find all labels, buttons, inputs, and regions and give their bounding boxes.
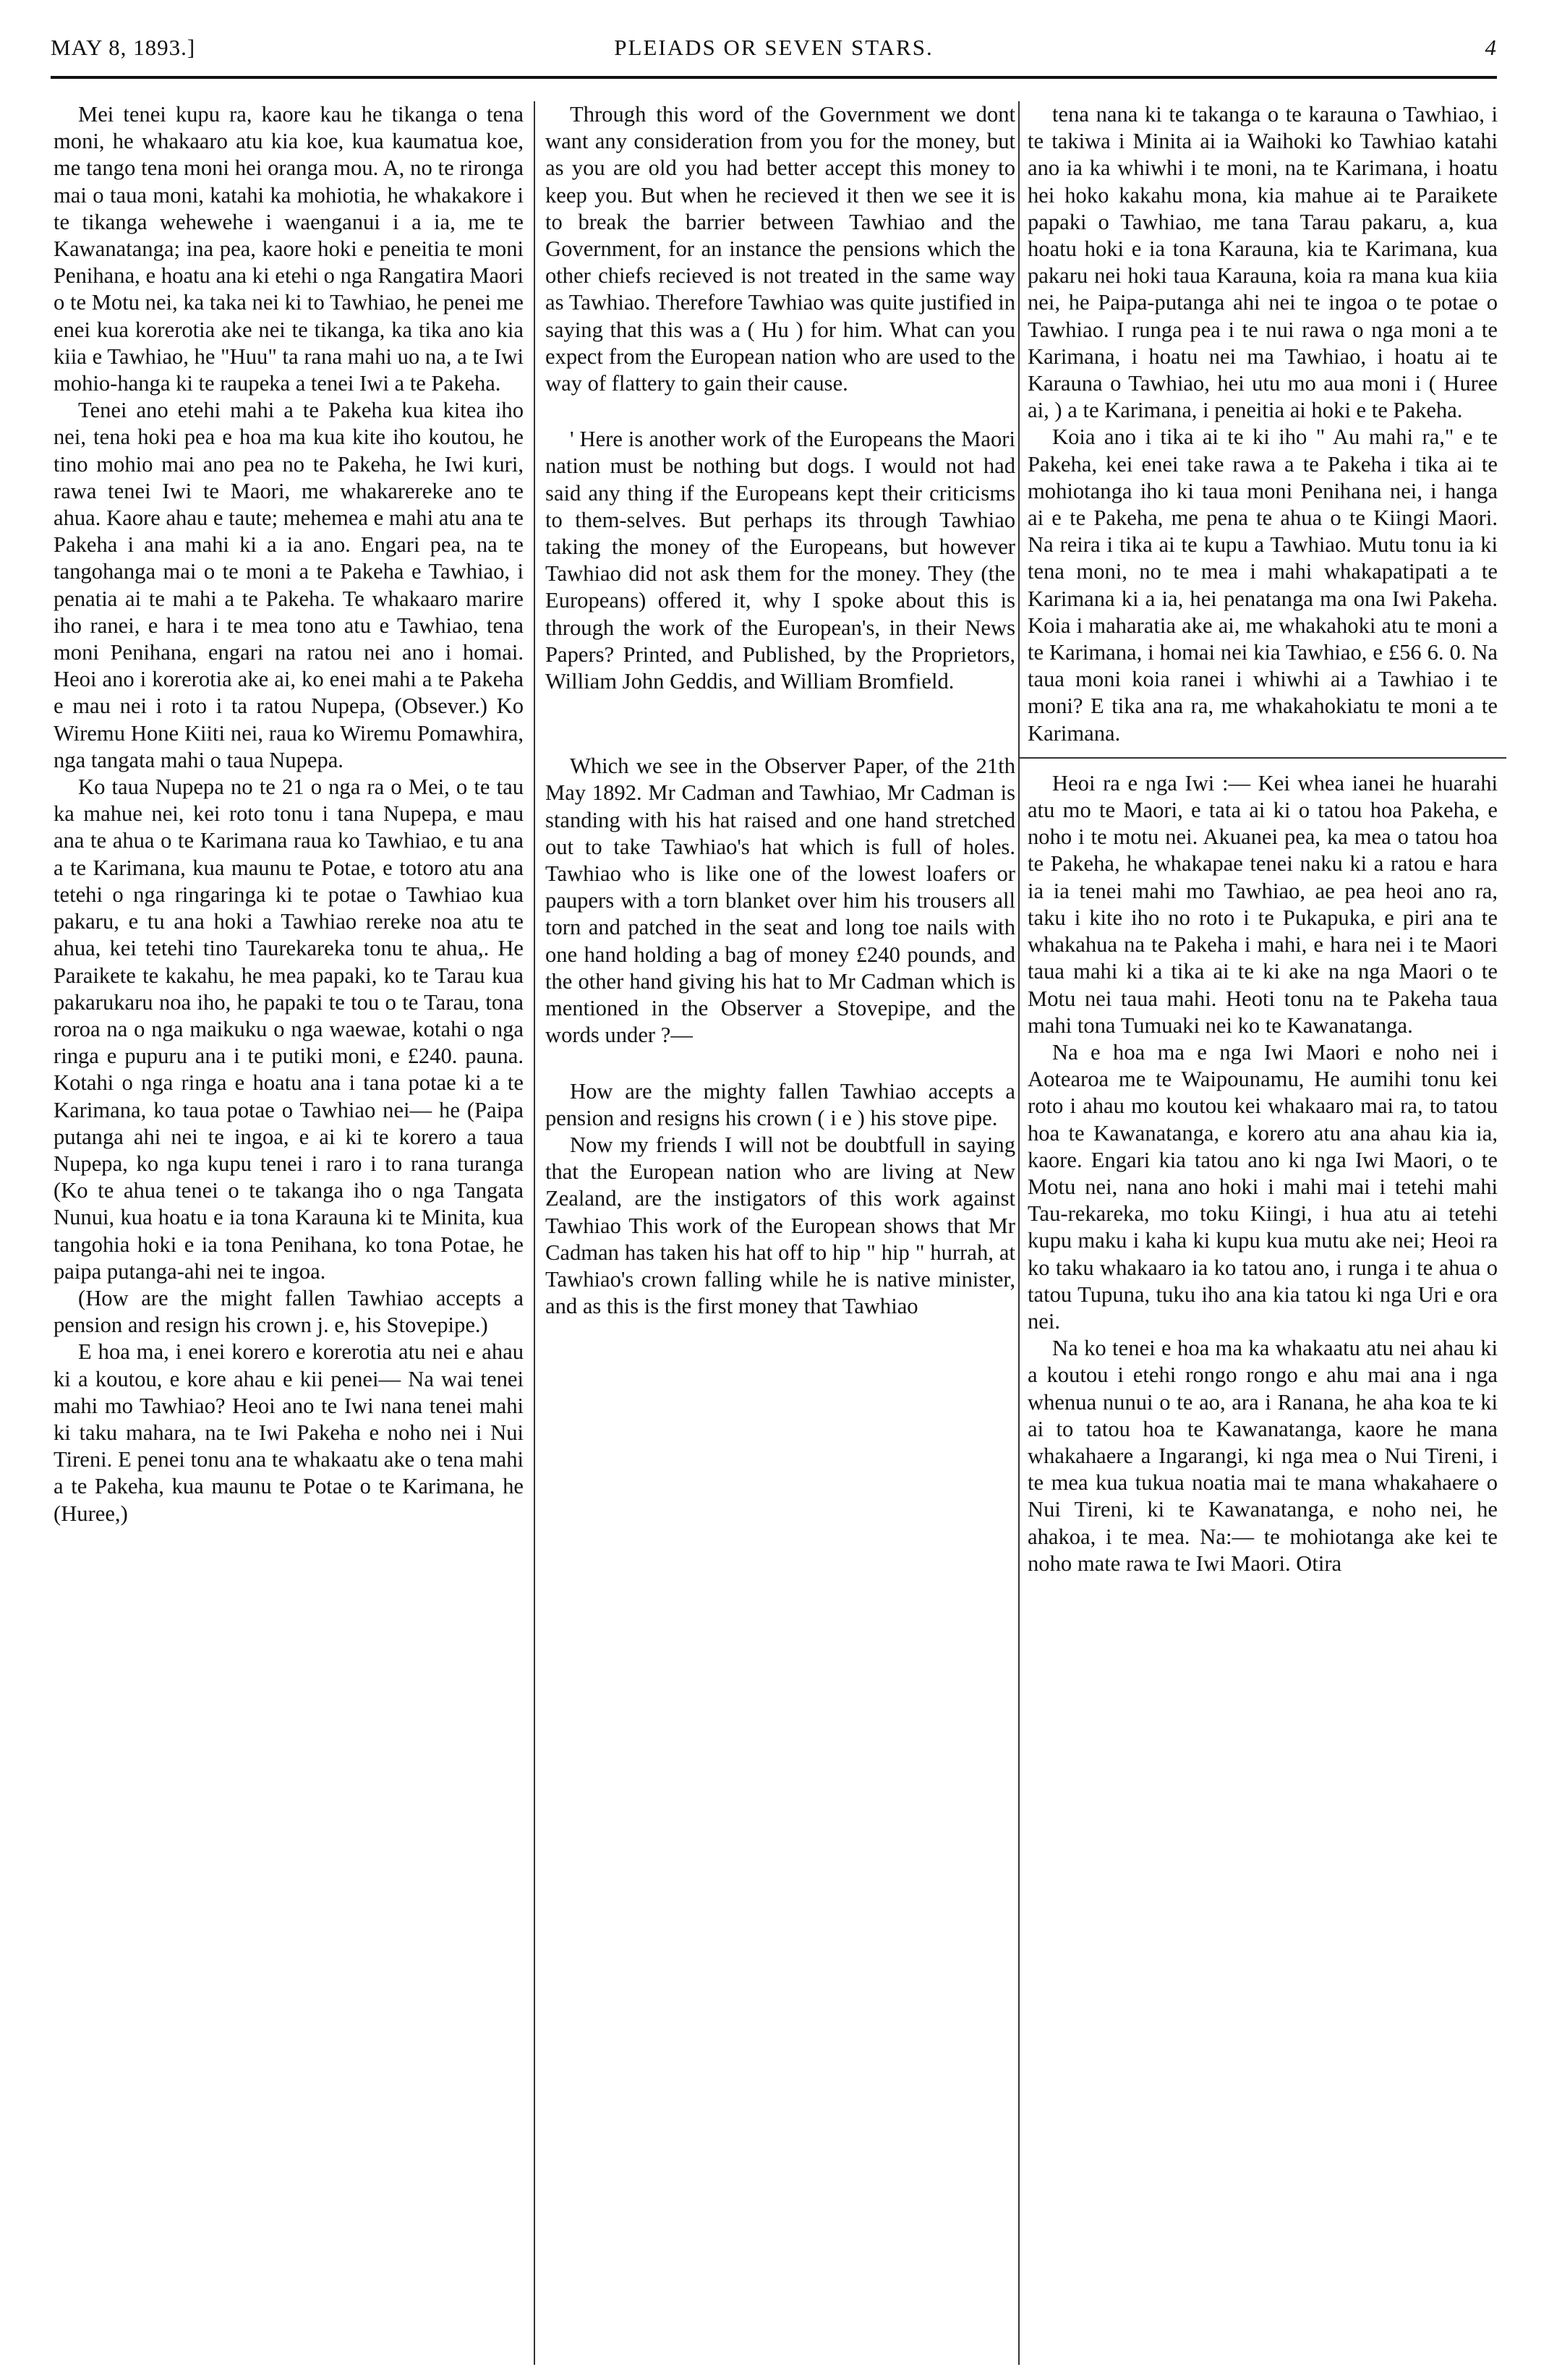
paragraph: Na e hoa ma e nga Iwi Maori e noho nei i Aotearoa me te Waipounamu, He aumihi tonu kei roto i ahau mo koutou kei whakaaro mai ra, to tatou hoa te Kawanatanga, e korero atu ana ahau kia ia, kaore. Engari kia tatou ano ki nga Iwi Maori, o te Motu nei, nana ano hoki i mahi mai i tetehi mahi Tau-rekareka, mo toku Kiingi, i hua atu ai tetehi kupu maku i kaha ki kupu kua mutu ake nei; Heoi ra ko taku whakaaro ia ko tatou ano, i runga i te ahua o tatou Tupuna, tuku iho ana kia tatou ki nga Uri e ora nei. [1028, 1039, 1498, 1334]
paragraph: tena nana ki te takanga o te karauna o Tawhiao, i te takiwa i Minita ai ia Waihoki ko Tawhiao katahi ano ia ka whiwhi i te moni, na te Karimana, i hoatu hei hoko kakahu mona, kia mahue ai te Paraikete papaki o Tawhiao, me tana Tarau pakaru, a, kua hoatu hoki e ia tona Karauna, kia te Karimana, kua pakaru nei hoki taua Karauna, koia ra mana kua kiia nei, he Paipa-putanga ahi nei te ingoa o te potae o Tawhiao. I runga pea i te nui rawa o nga moni a te Karimana, i hoatu nei ma Tawhiao, i hoatu ai te Karauna o Tawhiao, hei utu mo aua moni i ( Huree ai, ) a te Karimana, i peneitia ai hoki e te Pakeha. [1028, 102, 1498, 423]
paragraph: Now my friends I will not be doubtfull in saying that the European nation who are living at New Zealand, are the instigators of this work against Tawhiao This work of the European shows that Mr Cadman has taken his hat off to hip " hip " hurrah, at Tawhiao's crown falling while he is native minister, and as this is the first money that Tawhiao [545, 1132, 1015, 1319]
paragraph: How are the mighty fallen Tawhiao accepts a pension and resigns his crown ( i e ) his stove pipe. [545, 1078, 1015, 1130]
column-divider-2 [1018, 101, 1020, 2365]
paragraph: Which we see in the Observer Paper, of the 21th May 1892. Mr Cadman and Tawhiao, Mr Cadman is standing with his hat raised and one hand stretched out to take Tawhiao's hat which is full of holes. Tawhiao who is like one of the lowest loafers or paupers with a torn blanket over him his trousers all torn and patched in the seat and long toe nails with one hand holding a bag of money £240 pounds, and the other hand giving his hat to Mr Cadman which is mentioned in the Observer a Stovepipe, and the words under ?— [545, 754, 1015, 1048]
paragraph: Na ko tenei e hoa ma ka whakaatu atu nei ahau ki a koutou i etehi rongo rongo e ahu mai ana i nga whenua nunui o te ao, ara i Ranana, he aha koa te ki ai to tatou hoa te Kawanatanga, kaore he mana whakahaere a Ingarangi, ki nga mea o Nui Tireni, i te mea kua tukua noatia mai te mana whakahaere o Nui Tireni, ki te Kawanatanga, e noho nei, he ahakoa, i te mea. Na:— te mohiotanga ake kei te noho mate rawa te Iwi Maori. Otira [1028, 1336, 1498, 1576]
page-header [51, 35, 1497, 78]
paragraph: Through this word of the Government we dont want any consideration from you for the money, but as you are old you had better accept this money to keep you. But when he recieved it then we see it is to break the barrier between Tawhiao and the Government, for an instance the pensions which the other chiefs recieved is not treated in the same way as Tawhiao. Therefore Tawhiao was quite justified in saying that this was a ( Hu ) for him. What can you expect from the European nation who are used to the way of flattery to gain their cause. [545, 102, 1015, 396]
column-english [545, 101, 1015, 1320]
newspaper-title: PLEIADS OR SEVEN STARS. [614, 35, 934, 60]
paragraph: ' Here is another work of the Europeans the Maori nation must be nothing but dogs. I would not had said any thing if the Europeans kept their criticisms to them-selves. But perhaps its through Tawhiao taking the money of the Europeans, but however Tawhiao did not ask them for the money. They (the Europeans) offered it, why I spoke about this is through the work of the European's, in their News Papers? Printed, and Published, by the Proprietors, William John Geddis, and William Bromfield. [545, 427, 1015, 694]
paragraph: Mei tenei kupu ra, kaore kau he tikanga o tena moni, he whakaaro atu kia koe, kua kaumatua koe, me tango tena moni hei oranga mou. A, no te rironga mai o taua moni, katahi ka mohiotia, he whakakore i te tikanga wehewehe i waenganui i a ia, me te Kawanatanga; ina pea, kaore hoki e peneitia te moni Penihana, e hoatu ana ki etehi o nga Rangatira Maori o te Motu nei, ka taka nei ki to Tawhiao, he penei me enei kua korerotia ake nei te tikanga, ka tika ano kia kiia e Tawhiao, he "Huu" ta rana mahi uo na, a te Iwi mohio-hanga ki te raupeka a tenei Iwi a te Pakeha. [54, 102, 524, 396]
paragraph: Ko taua Nupepa no te 21 o nga ra o Mei, o te tau ka mahue nei, kei roto tonu i tana Nupepa, e mau ana te ahua o te Karimana raua ko Tawhiao, e tu ana a te Karimana, kua maunu te Potae, e totoro atu ana tetehi o nga ringaringa ki te potae o Tawhiao kua pakaru, e tu ana hoki a Tawhiao rereke noa atu te ahua, kei tetehi tino Taurekareka tonu te ahua,. He Paraikete te kakahu, he mea papaki, ko te Tarau kua pakarukaru noa iho, he papaki te tou o te Tarau, tona roroa na o nga maikuku o nga waewae, kotahi o nga ringa e pupuru ana i te putiki moni, e £240. pauna. Kotahi o nga ringa e hoatu ana i tana potae ki a te Karimana, ko taua potae o Tawhiao nei— he (Paipa putanga ahi nei te ingoa, e ai ki te korero a taua Nupepa, ko nga kupu tenei i raro i to rana turanga (Ko te ahua tenei o te takanga iho o nga Tangata Nunui, kua hoatu e ia tona Karauna ki te Minita, kua tangohia hoki e ia tona Penihana, ko tona Potae, he paipa putanga-ahi nei te ingoa. [54, 775, 524, 1284]
header-rule [51, 76, 1497, 79]
column-divider-1 [534, 101, 535, 2365]
paragraph: Koia ano i tika ai te ki iho " Au mahi ra," e te Pakeha, kei enei take rawa a te Pakeha i tika ai te mohiotanga iho ki taua moni Penihana nei, i hanga ai e te Pakeha, me pena te ahua o te Kiingi Maori. Na reira i tika ai te kupu a Tawhiao. Mutu tonu ia ki tena moni, no te mea i mahi whakapatipati a te Karimana ki a ia, hei penatanga ma ona Iwi Pakeha. Koia i maharatia ake ai, me whakahoki atu te moni a te Karimana, i homai nei kia Tawhiao, e £56 6. 0. Na taua moni koia ranei i whiwhi ai a Tawhiao i te moni? E tika ana ra, me whakahokiatu te moni a te Karimana. [1028, 425, 1498, 746]
paragraph: (How are the might fallen Tawhiao accepts a pension and resign his crown j. e, his Stovepipe.) [54, 1285, 524, 1338]
column-maori-right [1028, 101, 1498, 1577]
page-number: 4 [1485, 35, 1497, 60]
column-maori-left [54, 101, 524, 1527]
section-rule [1019, 757, 1506, 759]
paragraph: E hoa ma, i enei korero e korerotia atu nei e ahau ki a koutou, e kore ahau e kii penei— Na wai tenei mahi mo Tawhiao? Heoi ano te Iwi nana tenei mahi ki taku mahara, na te Iwi Pakeha e noho nei i Nui Tireni. E penei tonu ana te whakaatu ake o tena mahi a te Pakeha, kua maunu te Potae o te Karimana, he (Huree,) [54, 1339, 524, 1526]
paragraph: Heoi ra e nga Iwi :— Kei whea ianei he huarahi atu mo te Maori, e tata ai ki o tatou hoa Pakeha, e noho i te motu nei. Akuanei pea, ka mea o tatou hoa te Pakeha, he whakapae tenei naku ki a ratou e hara ia ia tenei mahi mo Tawhiao, ae pea heoi ano ra, taku i kite iho no roto i te Pukapuka, e piri ana te whakahua na te Pakeha i mahi, e hara nei i te Maori taua mahi ki a tika ai te ki ake na nga Maori o te Motu nei taua mahi. Heoti tonu na te Pakeha taua mahi tona Tumuaki nei ko te Kawanatanga. [1028, 770, 1498, 1038]
issue-date: MAY 8, 1893.] [51, 35, 196, 60]
paragraph: Tenei ano etehi mahi a te Pakeha kua kitea iho nei, tena hoki pea e hoa ma kua kite iho koutou, he tino mohio mai ano pea no te Pakeha, he Iwi kuri, rawa tenei Iwi te Maori, me whakarereke ano te ahua. Kaore ahau e taute; mehemea e mahi atu ana te Pakeha i ana mahi ki a ia ano. Engari pea, na te tangohanga mai o te moni a te Pakeha e Tawhiao, i penatia ai te mahi a te Pakeha. Te whakaaro marire iho ranei, e hara i te mea tono atu e Tawhiao, tena moni Penihana, engari na ratou nei ano i homai. Heoi ano i korerotia ake ai, ko enei mahi a te Pakeha e mau nei i roto i ta ratou Nupepa, (Obsever.) Ko Wiremu Hone Kiiti nei, raua ko Wiremu Pomawhira, nga tangata mahi o taua Nupepa. [54, 398, 524, 772]
